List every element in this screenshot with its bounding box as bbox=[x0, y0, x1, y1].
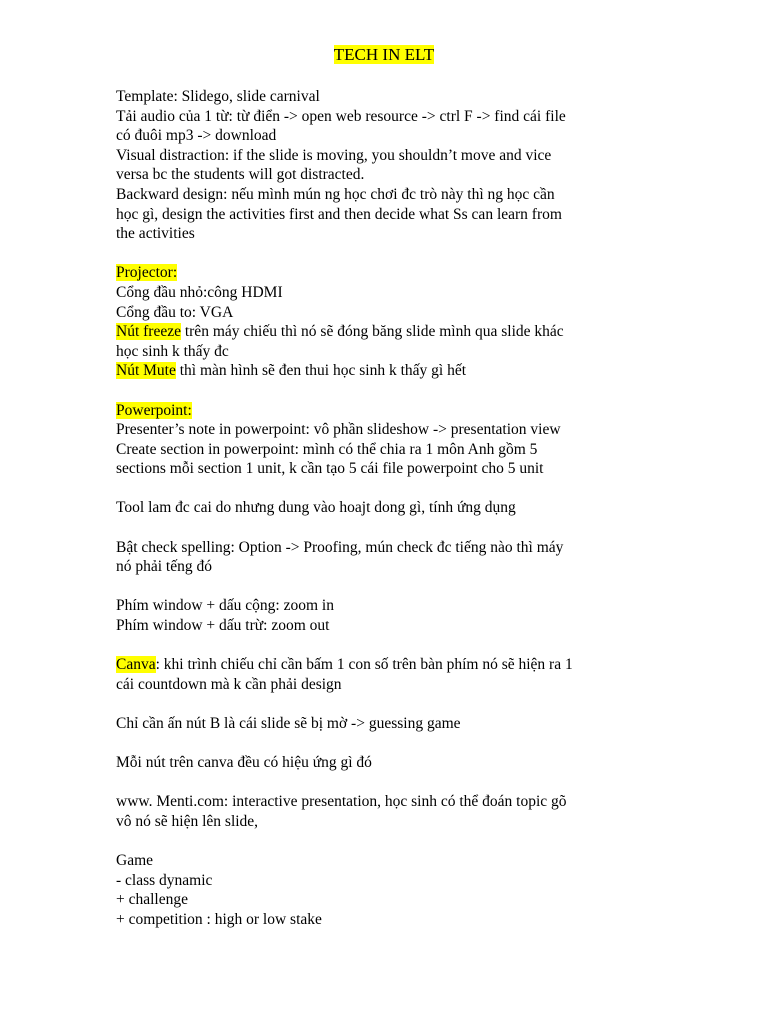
line-text: vô nó sẽ hiện lên slide, bbox=[116, 812, 259, 830]
text-line bbox=[116, 792, 656, 812]
line-text: + competition : high or low stake bbox=[116, 910, 322, 928]
text-line bbox=[116, 263, 656, 283]
line-text: Bật check spelling: Option -> Proofing, mún check đc tiếng nào thì máy bbox=[116, 538, 564, 556]
text-line bbox=[116, 107, 656, 127]
line-text: Game bbox=[116, 852, 154, 870]
line-text: cái countdown mà k cần phải design bbox=[116, 675, 342, 693]
document-title: TECH IN ELT bbox=[333, 45, 435, 64]
text-line bbox=[116, 753, 656, 773]
line-text: www. Menti.com: interactive presentation, học sinh có thể đoán topic gõ bbox=[116, 793, 567, 811]
highlighted-term: Projector: bbox=[116, 264, 178, 282]
text-line bbox=[116, 342, 656, 362]
line-text: thì màn hình sẽ đen thui học sinh k thấy gì hết bbox=[175, 362, 466, 380]
line-text: the activities bbox=[116, 225, 195, 243]
highlighted-term: Nút Mute bbox=[116, 362, 176, 380]
line-text: Phím window + dấu trừ: zoom out bbox=[116, 617, 330, 635]
highlighted-term: Powerpoint: bbox=[116, 401, 192, 419]
text-line bbox=[116, 557, 656, 577]
line-text: Phím window + dấu cộng: zoom in bbox=[116, 597, 334, 615]
text-line bbox=[116, 655, 656, 675]
line-text: Template: Slidego, slide carnival bbox=[116, 88, 320, 105]
text-line bbox=[116, 420, 656, 440]
blank-line bbox=[116, 479, 656, 499]
line-text: Backward design: nếu mình mún ng học chơi đc trò này thì ng học cần bbox=[116, 185, 555, 203]
line-text: trên máy chiếu thì nó sẽ đóng băng slide mình qua slide khác bbox=[180, 323, 564, 341]
line-text: học gì, design the activities first and then decide what Ss can learn from bbox=[116, 205, 562, 223]
blank-line bbox=[116, 636, 656, 656]
text-line bbox=[116, 812, 656, 832]
text-line bbox=[116, 675, 656, 695]
line-text: Tải audio của 1 từ: từ điển -> open web resource -> ctrl F -> find cái file bbox=[116, 107, 566, 125]
blank-line bbox=[116, 734, 656, 754]
text-line bbox=[116, 459, 656, 479]
blank-line bbox=[116, 773, 656, 793]
text-line bbox=[116, 401, 656, 421]
line-text: : khi trình chiếu chỉ cần bấm 1 con số trên bàn phím nó sẽ hiện ra 1 bbox=[155, 656, 573, 674]
line-text: có đuôi mp3 -> download bbox=[116, 127, 277, 145]
text-line bbox=[116, 890, 656, 910]
line-text: Visual distraction: if the slide is moving, you shouldn’t move and vice bbox=[116, 146, 552, 164]
blank-line bbox=[116, 381, 656, 401]
blank-line bbox=[116, 577, 656, 597]
text-line bbox=[116, 146, 656, 166]
line-text: sections mỗi section 1 unit, k cần tạo 5 cái file powerpoint cho 5 unit bbox=[116, 460, 544, 478]
text-line bbox=[116, 283, 656, 303]
blank-line bbox=[116, 832, 656, 852]
line-text: Cổng đầu nhỏ:công HDMI bbox=[116, 283, 283, 301]
line-text: Mỗi nút trên canva đều có hiệu ứng gì đó bbox=[116, 754, 372, 772]
line-text: versa bc the students will got distracted. bbox=[116, 166, 365, 184]
line-text: học sinh k thấy đc bbox=[116, 342, 229, 360]
text-line bbox=[116, 205, 656, 225]
text-line bbox=[116, 714, 656, 734]
line-text: Presenter’s note in powerpoint: vô phần slideshow -> presentation view bbox=[116, 421, 561, 439]
text-line bbox=[116, 871, 656, 891]
text-line bbox=[116, 185, 656, 205]
text-line bbox=[116, 126, 656, 146]
line-text: nó phải tếng đó bbox=[116, 558, 212, 576]
text-line bbox=[116, 303, 656, 323]
text-line bbox=[116, 440, 656, 460]
blank-line bbox=[116, 244, 656, 264]
line-text: + challenge bbox=[116, 891, 188, 909]
document-body bbox=[116, 87, 656, 930]
blank-line bbox=[116, 518, 656, 538]
text-line bbox=[116, 322, 656, 342]
line-text: - class dynamic bbox=[116, 871, 213, 889]
highlighted-term: Canva bbox=[116, 656, 156, 674]
line-text: Cổng đầu to: VGA bbox=[116, 303, 234, 321]
line-text: Create section in powerpoint: mình có thể chia ra 1 môn Anh gồm 5 bbox=[116, 440, 538, 458]
line-text: Chỉ cần ấn nút B là cái slide sẽ bị mờ -> guessing game bbox=[116, 715, 461, 732]
document-title-wrap bbox=[0, 45, 768, 65]
text-line bbox=[116, 361, 656, 381]
text-line bbox=[116, 538, 656, 558]
text-line bbox=[116, 596, 656, 616]
text-line bbox=[116, 616, 656, 636]
text-line bbox=[116, 224, 656, 244]
text-line bbox=[116, 851, 656, 871]
text-line bbox=[116, 498, 656, 518]
text-line bbox=[116, 165, 656, 185]
line-text: Tool lam đc cai do nhưng dung vào hoajt dong gì, tính ứng dụng bbox=[116, 499, 516, 517]
text-line bbox=[116, 910, 656, 930]
text-line bbox=[116, 87, 656, 107]
highlighted-term: Nút freeze bbox=[116, 323, 181, 341]
blank-line bbox=[116, 694, 656, 714]
